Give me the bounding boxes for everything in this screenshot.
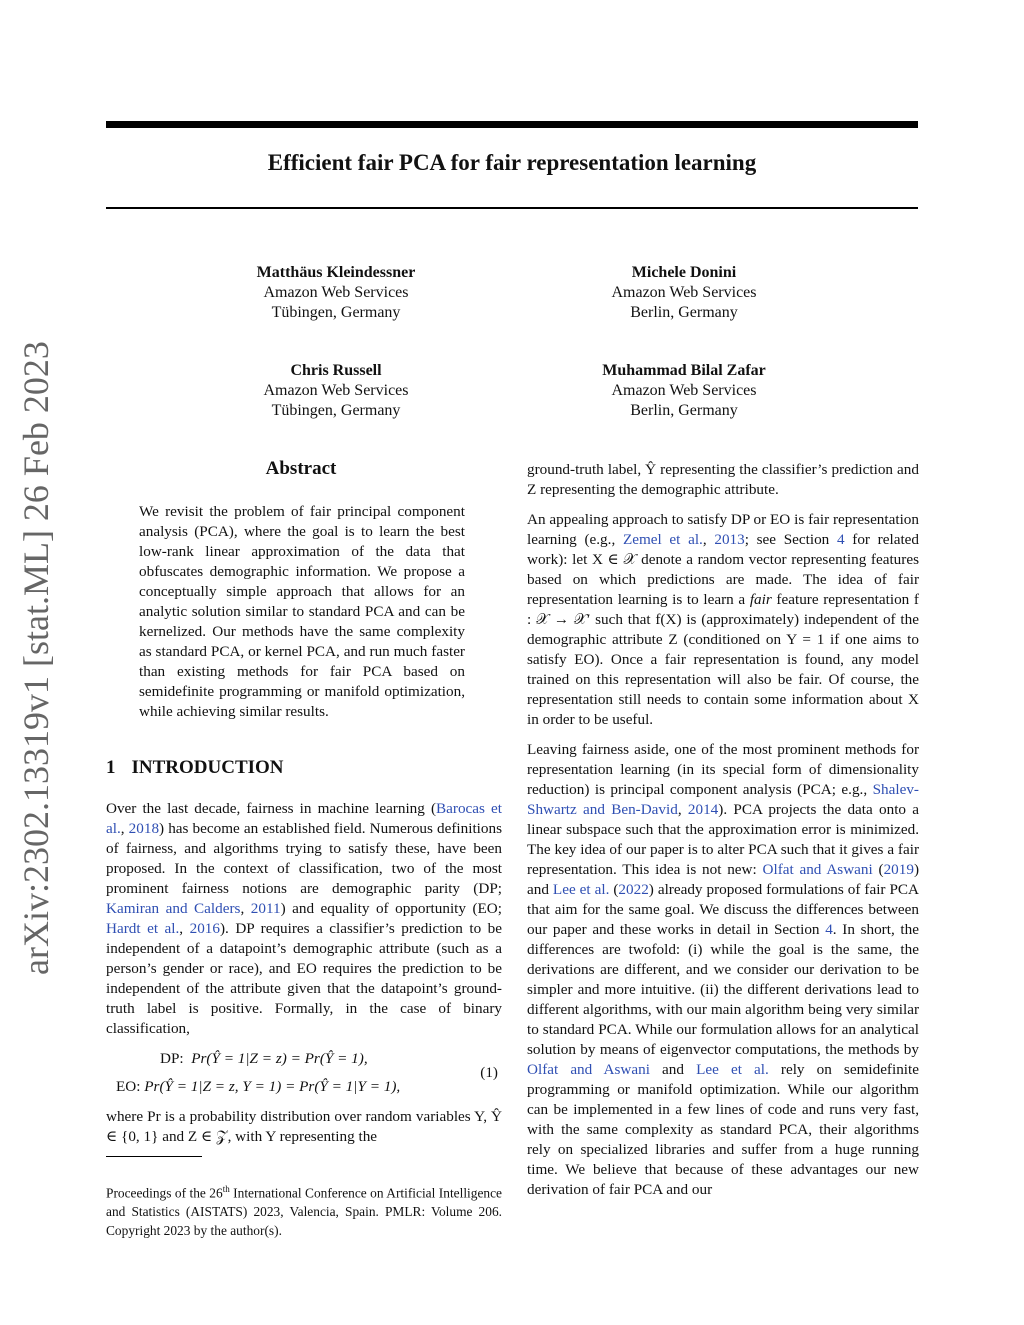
author-location: Berlin, Germany (630, 402, 738, 419)
intro-paragraph: ground-truth label, Ŷ representing the classifier’s prediction and Z representing the demographic attribute. (527, 461, 919, 498)
section-number: 1 (106, 757, 116, 778)
section-title: INTRODUCTION (131, 757, 284, 778)
author-name: Matthäus Kleindessner (256, 264, 416, 281)
citation-link[interactable]: Lee et al. (552, 881, 610, 898)
author-name: Michele Donini (631, 264, 737, 281)
author-affiliation: Amazon Web Services (611, 382, 757, 399)
section-link[interactable]: 4 (825, 921, 833, 938)
equation-1 (106, 1050, 502, 1100)
citation-link[interactable]: Zemel et al. (622, 531, 703, 548)
footnote-rule (106, 1156, 202, 1157)
abstract-text: We revisit the problem of fair principal component analysis (PCA), where the goal is to learn the best low-rank linear approximation of the data that obfuscates demographic information. We propose a conceptually simple approach that allows for an analytic solution similar to standard PCA and can be kernelized. Our methods have the same complexity as standard PCA, or kernel PCA, and run much faster than existing methods for fair PCA based on semidefinite programming or manifold optimization, while achieving similar results. (139, 503, 465, 720)
title-rule-bottom (106, 207, 918, 209)
citation-link[interactable]: Hardt et al. (106, 920, 180, 937)
author-block (524, 263, 844, 323)
citation-link[interactable]: Kamiran and Calders (106, 900, 241, 917)
intro-paragraph: where Pr is a probability distribution over random variables Y, Ŷ ∈ {0, 1} and Z ∈ 𝒵, with Y representing the (106, 1108, 502, 1145)
author-name: Chris Russell (290, 362, 382, 379)
left-column (106, 799, 502, 1049)
citation-year-link[interactable]: 2013 (714, 531, 745, 548)
author-affiliation: Amazon Web Services (611, 284, 757, 301)
author-block (176, 263, 496, 323)
paper-title: Efficient fair PCA for fair representation learning (267, 150, 757, 175)
citation-year-link[interactable]: 2018 (128, 820, 160, 837)
abstract-heading: Abstract (265, 458, 337, 479)
citation-year-link[interactable]: 2019 (883, 861, 914, 878)
left-column-continued (106, 1107, 502, 1157)
citation-year-link[interactable]: 2016 (189, 920, 220, 937)
author-affiliation: Amazon Web Services (263, 284, 409, 301)
citation-year-link[interactable]: 2011 (250, 900, 281, 917)
author-name: Muhammad Bilal Zafar (602, 362, 766, 379)
proceedings-footnote: Proceedings of the 26th International Conference on Artificial Intelligence and Statistics (AISTATS) 2023, Valencia, Spain. PMLR: Volume 206. Copyright 2023 by the author(s). (106, 1184, 502, 1239)
author-block (176, 361, 496, 421)
intro-paragraph: Over the last decade, fairness in machine learning (Barocas et al., 2018) has become an established field. Numerous definitions of fairness, and algorithms trying to satisfy these, have been proposed. In the context of classification, two of the most prominent fairness notions are demographic parity (DP; Kamiran and Calders, 2011) and equality of opportunity (EO; Hardt et al., 2016). DP requires a classifier’s prediction to be independent of a datapoint’s demographic attribute (such as a person’s gender or race), and EO requires the prediction to be independent of the attribute given that the datapoint’s ground-truth label is positive. Formally, in the case of binary classification, (106, 800, 503, 1037)
title-rule-top (106, 121, 918, 128)
citation-link[interactable]: Barocas et al. (106, 800, 503, 837)
author-location: Tübingen, Germany (271, 402, 401, 419)
section-link[interactable]: 4 (836, 531, 845, 548)
author-affiliation: Amazon Web Services (263, 382, 409, 399)
intro-paragraph: Leaving fairness aside, one of the most prominent methods for representation learning (in its special form of dimensionality reduction) is principal component analysis (PCA; e.g., Shalev-Shwartz and Ben-David, 2014). PCA projects the data onto a linear subspace such that the approximation error is minimized. The key idea of our paper is to alter PCA such that it gives a fair representation. This idea is not new: Olfat and Aswani (2019) and Lee et al. (2022) already proposed formulations of fair PCA that aim for the same goal. We discuss the differences between our paper and these works in detail in Section 4. In short, the differences are twofold: (i) while the goal is the same, the derivations are different, and we consider our derivation to be simpler and more intuitive. (ii) the different derivations lead to different algorithms, with our main algorithm being very similar to standard PCA. While our formulation allows for an analytical solution by means of eigenvector computations, the methods by Olfat and Aswani and Lee et al. rely on semidefinite programming or manifold optimization. While our algorithm can be implemented in a few lines of code and runs very fast, with the same complexity as standard PCA, their algorithms rely on specialized libraries and suffer from a huge running time. We believe that because of these advantages our new derivation of fair PCA and our (527, 741, 920, 1198)
citation-link[interactable]: Olfat and Aswani (527, 1061, 650, 1078)
author-location: Tübingen, Germany (271, 304, 401, 321)
author-location: Berlin, Germany (630, 304, 738, 321)
equation-eo-line: EO: Pr(Ŷ = 1|Z = z, Y = 1) = Pr(Ŷ = 1|Y = 1), (116, 1078, 401, 1095)
arxiv-sidebar-stamp: arXiv:2302.13319v1 [stat.ML] 26 Feb 2023 (16, 341, 56, 975)
citation-link[interactable]: Olfat and Aswani (762, 861, 873, 878)
equation-number: (1) (480, 1064, 498, 1081)
intro-paragraph: An appealing approach to satisfy DP or EO is fair representation learning (e.g., Zemel et al., 2013; see Section 4 for related work): let X ∈ 𝒳 denote a random vector representing features based on which predictions are made. The idea of fair representation learning is to learn a fair feature representation f : 𝒳 → 𝒳′ such that f(X) is (approximately) independent of the demographic attribute Z (conditioned on Y = 1 if one aims to satisfy EO). Once a fair representation is found, any model trained on this representation will also be fair. Of course, the representation still needs to contain some information about X in order to be useful. (527, 511, 919, 728)
right-column (527, 460, 919, 1210)
author-block (524, 361, 844, 421)
section-heading (106, 757, 284, 779)
equation-dp-line: DP: Pr(Ŷ = 1|Z = z) = Pr(Ŷ = 1), (160, 1050, 368, 1067)
citation-link[interactable]: Lee et al. (696, 1061, 769, 1078)
citation-link[interactable]: Shalev-Shwartz and Ben-David (527, 781, 919, 818)
citation-year-link[interactable]: 2022 (618, 881, 649, 898)
citation-year-link[interactable]: 2014 (687, 801, 719, 818)
